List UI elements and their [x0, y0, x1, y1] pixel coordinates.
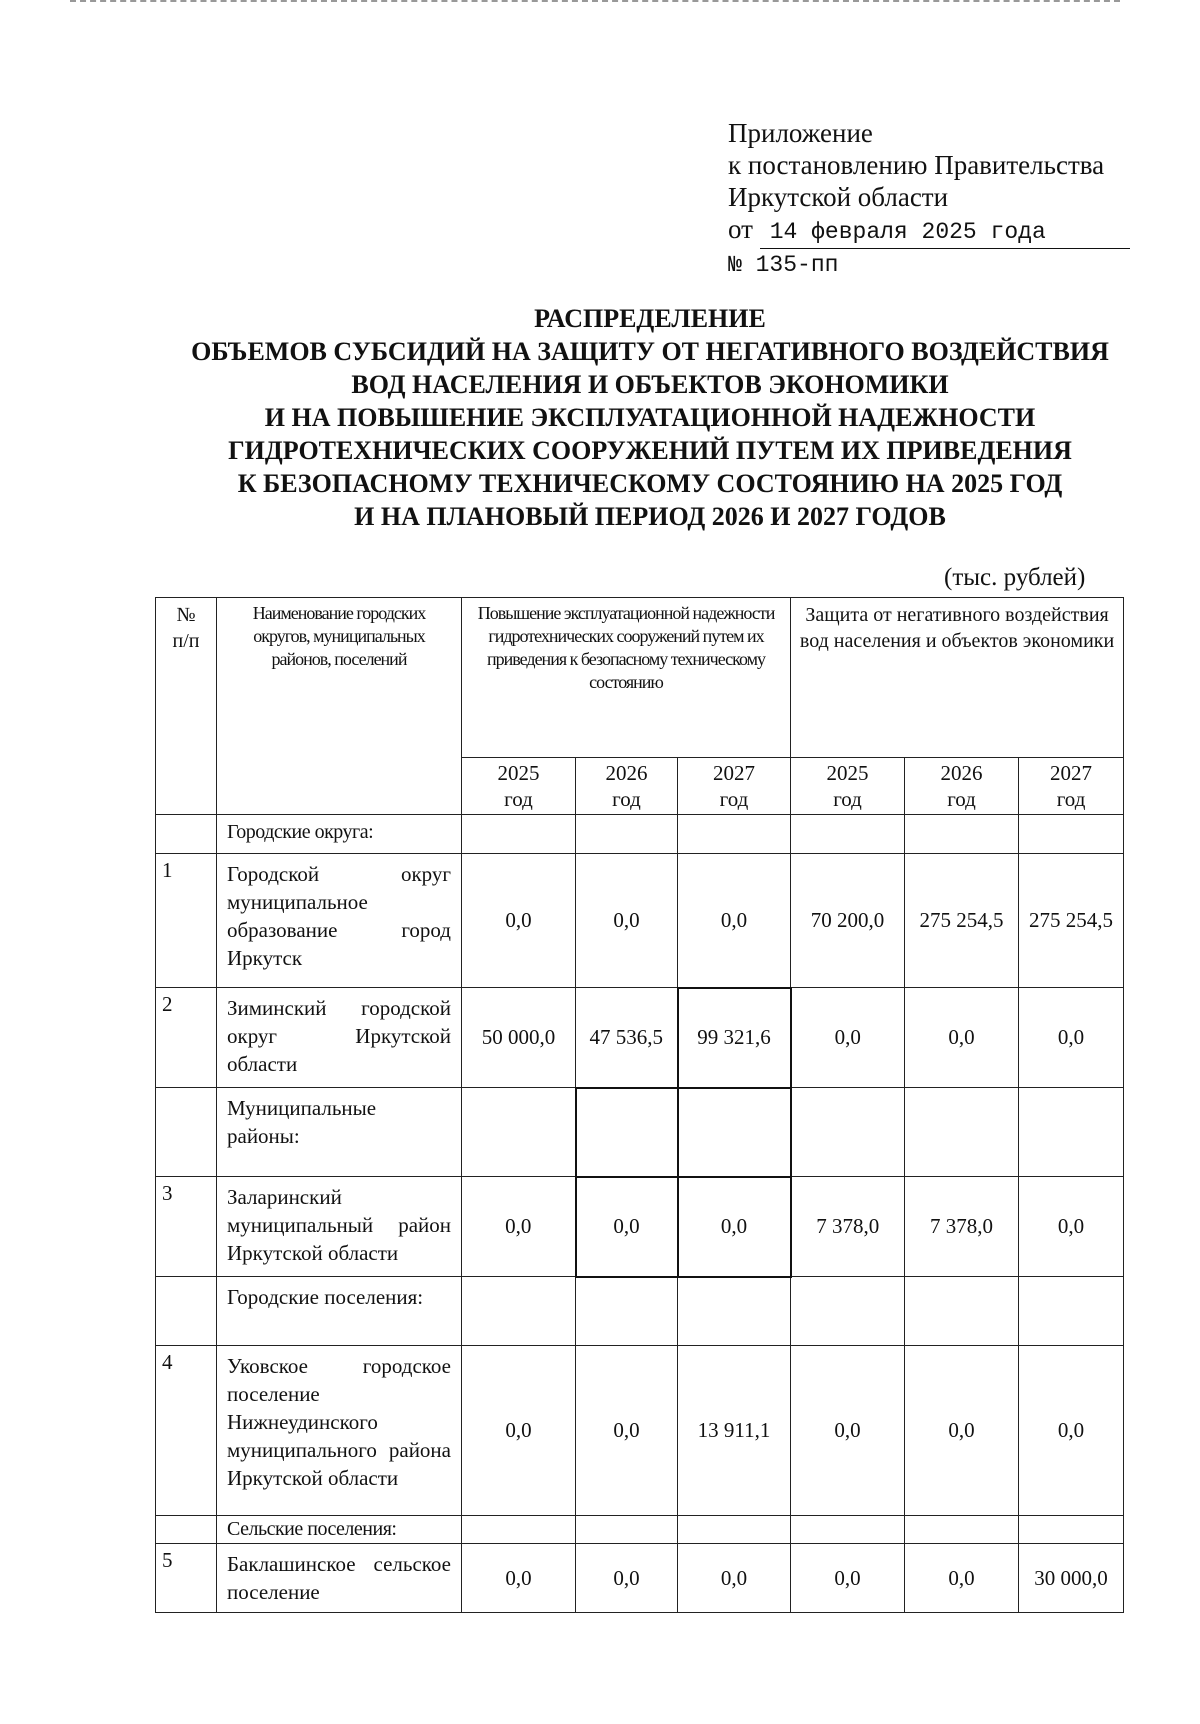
cell-value: 0,0: [576, 1544, 678, 1613]
cell-value: 70 200,0: [791, 854, 905, 988]
header-group-reliability: Повышение эксплуатационной надежности гидротехнических сооружений путем их приведения к безопасному техническому состоянию: [462, 598, 791, 758]
row-name: Зиминский городской округ Иркутской области: [217, 988, 462, 1088]
header-year: 2025 год: [462, 758, 576, 815]
section-label: Сельские поселения:: [217, 1516, 462, 1544]
cell-value: 0,0: [791, 1346, 905, 1516]
cell-value: 7 378,0: [905, 1177, 1019, 1277]
title-line: И НА ПОВЫШЕНИЕ ЭКСПЛУАТАЦИОННОЙ НАДЕЖНОСТИ: [264, 403, 1036, 432]
row-number: 3: [156, 1177, 217, 1277]
appendix-block: [728, 117, 1130, 281]
cell-value: 0,0: [678, 854, 791, 988]
cell-value: 0,0: [576, 854, 678, 988]
table-row: [156, 988, 1124, 1088]
header-num: № п/п: [156, 598, 217, 815]
cell-value: 0,0: [462, 1177, 576, 1277]
cell-value: 0,0: [905, 1544, 1019, 1613]
cell-value: 275 254,5: [1019, 854, 1124, 988]
section-label: Городские поселения:: [217, 1277, 462, 1346]
header-group-protection: Защита от негативного воздействия вод населения и объектов экономики: [791, 598, 1124, 758]
cell-value: 7 378,0: [791, 1177, 905, 1277]
table-row: [156, 1544, 1124, 1613]
header-year: 2027 год: [678, 758, 791, 815]
cell-value: 0,0: [576, 1346, 678, 1516]
row-name: Городской округ муниципальное образование город Иркутск: [217, 854, 462, 988]
section-label: Муниципальные районы:: [217, 1088, 462, 1177]
appendix-line-3: Иркутской области: [728, 182, 949, 212]
cell-value: 0,0: [791, 988, 905, 1088]
cell-value: 50 000,0: [462, 988, 576, 1088]
title-line: ВОД НАСЕЛЕНИЯ И ОБЪЕКТОВ ЭКОНОМИКИ: [351, 370, 949, 399]
section-row: [156, 1088, 1124, 1177]
cell-value: 0,0: [678, 1544, 791, 1613]
cell-value: 0,0: [791, 1544, 905, 1613]
cell-value: 13 911,1: [678, 1346, 791, 1516]
cell-value: 30 000,0: [1019, 1544, 1124, 1613]
document-title: [0, 302, 1200, 533]
cell-value: 0,0: [905, 988, 1019, 1088]
cell-value: 0,0: [678, 1177, 791, 1277]
section-row: [156, 815, 1124, 854]
header-row: [156, 598, 1124, 758]
row-name: Уковское городское поселение Нижнеудинского муниципального района Иркутской области: [217, 1346, 462, 1516]
title-line: ГИДРОТЕХНИЧЕСКИХ СООРУЖЕНИЙ ПУТЕМ ИХ ПРИВЕДЕНИЯ: [228, 436, 1072, 465]
table-row: [156, 1177, 1124, 1277]
title-line: РАСПРЕДЕЛЕНИЕ: [534, 304, 766, 333]
row-number: 5: [156, 1544, 217, 1613]
section-label: Городские округа:: [217, 815, 462, 854]
cell-value: 0,0: [1019, 988, 1124, 1088]
row-number: 4: [156, 1346, 217, 1516]
appendix-line-2: к постановлению Правительства: [728, 150, 1105, 180]
cell-value: 0,0: [462, 1544, 576, 1613]
units-label: (тыс. рублей): [944, 564, 1086, 591]
header-year: 2026 год: [576, 758, 678, 815]
cell-value: 0,0: [462, 854, 576, 988]
header-year: 2027 год: [1019, 758, 1124, 815]
decree-date: 14 февраля 2025 года: [760, 216, 1130, 249]
appendix-date-row: [728, 213, 1130, 249]
cell-value: 0,0: [1019, 1346, 1124, 1516]
cell-value: 99 321,6: [678, 988, 791, 1088]
title-line: И НА ПЛАНОВЫЙ ПЕРИОД 2026 И 2027 ГОДОВ: [354, 502, 946, 531]
row-name: Баклашинское сельское поселение: [217, 1544, 462, 1613]
cell-value: 275 254,5: [905, 854, 1019, 988]
decree-number: 135-пп: [755, 252, 839, 278]
row-number: 2: [156, 988, 217, 1088]
table-row: [156, 1346, 1124, 1516]
appendix-line-1: Приложение: [728, 118, 873, 148]
row-name: Заларинский муниципальный район Иркутской области: [217, 1177, 462, 1277]
title-line: К БЕЗОПАСНОМУ ТЕХНИЧЕСКОМУ СОСТОЯНИЮ НА 2025 ГОД: [237, 469, 1063, 498]
header-year: 2025 год: [791, 758, 905, 815]
date-prefix: от: [728, 214, 753, 244]
section-row: [156, 1516, 1124, 1544]
cell-value: 0,0: [1019, 1177, 1124, 1277]
cell-value: 47 536,5: [576, 988, 678, 1088]
appendix-number-row: [728, 249, 1130, 281]
number-prefix: №: [728, 252, 742, 278]
row-number: 1: [156, 854, 217, 988]
subsidy-table: [155, 597, 1124, 1613]
scan-top-edge: [70, 0, 1120, 4]
cell-value: 0,0: [576, 1177, 678, 1277]
header-year: 2026 год: [905, 758, 1019, 815]
title-line: ОБЪЕМОВ СУБСИДИЙ НА ЗАЩИТУ ОТ НЕГАТИВНОГО ВОЗДЕЙСТВИЯ: [191, 337, 1109, 366]
section-row: [156, 1277, 1124, 1346]
header-name: Наименование городских округов, муниципальных районов, поселений: [217, 598, 462, 815]
cell-value: 0,0: [462, 1346, 576, 1516]
table-row: [156, 854, 1124, 988]
cell-value: 0,0: [905, 1346, 1019, 1516]
